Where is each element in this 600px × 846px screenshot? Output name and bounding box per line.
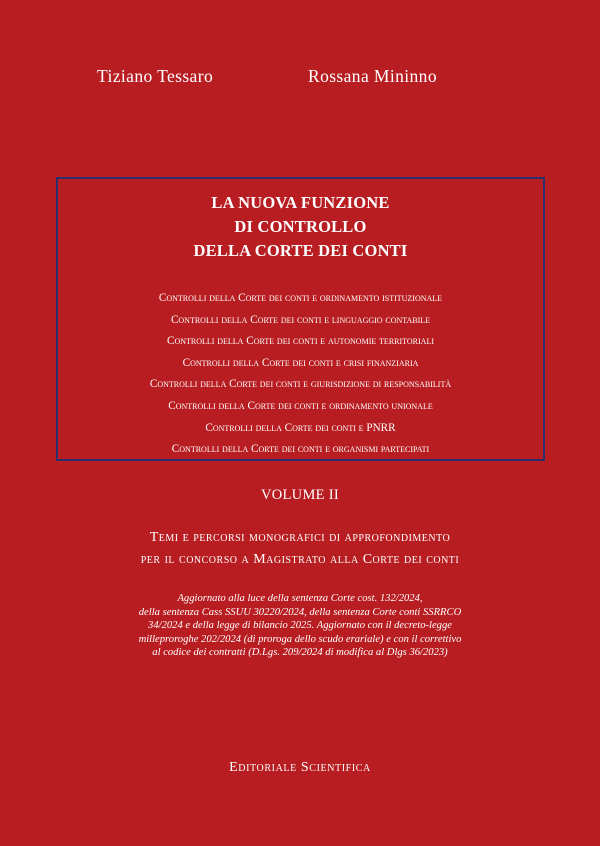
title-line: LA NUOVA FUNZIONE: [211, 193, 390, 212]
subtitle: [0, 527, 600, 571]
topic-item: Controlli della Corte dei conti e ordinamento istituzionale: [158, 292, 443, 304]
update-line: della sentenza Cass SSUU 30220/2024, della sentenza Corte conti SSRRCO: [138, 606, 462, 618]
topic-item: Controlli della Corte dei conti e linguaggio contabile: [170, 313, 431, 326]
authors: [0, 66, 600, 90]
subtitle-line: Temi e percorsi monografici di approfondimento: [149, 530, 451, 545]
topic-item: Controlli della Corte dei conti e organismi partecipati: [171, 443, 430, 456]
author-name: Tiziano Tessaro: [97, 66, 214, 86]
update-line: 34/2024 e della legge di bilancio 2025. Aggiornato con il decreto-legge: [148, 620, 452, 632]
title-line: DELLA CORTE DEI CONTI: [193, 241, 408, 260]
update-line: milleproroghe 202/2024 (di proroga dello scudo erariale) e con il correttivo: [138, 633, 462, 645]
publisher-name: Editoriale Scientifica: [229, 760, 371, 775]
topic-item: Controlli della Corte dei conti e autonomie territoriali: [166, 335, 435, 348]
title-line: DI CONTROLLO: [234, 217, 367, 236]
update-note: [70, 592, 530, 660]
update-line: Aggiornato alla luce della sentenza Corte cost. 132/2024,: [177, 593, 423, 604]
volume-label: VOLUME II: [260, 487, 339, 503]
topic-item: Controlli della Corte dei conti e PNRR: [205, 421, 396, 434]
topic-item: Controlli della Corte dei conti e crisi finanziaria: [182, 356, 419, 369]
subtitle-line: per il concorso a Magistrato alla Corte dei conti: [140, 552, 460, 567]
update-line: al codice dei contratti (D.Lgs. 209/2024 di modifica al Dlgs 36/2023): [152, 647, 448, 659]
topics-list: [58, 288, 543, 461]
title-frame: [56, 177, 545, 461]
book-title: [58, 191, 543, 263]
topic-item: Controlli della Corte dei conti e giurisdizione di responsabilità: [149, 378, 452, 391]
topic-item: Controlli della Corte dei conti e ordinamento unionale: [168, 399, 433, 412]
author-name: Rossana Mininno: [308, 66, 437, 86]
